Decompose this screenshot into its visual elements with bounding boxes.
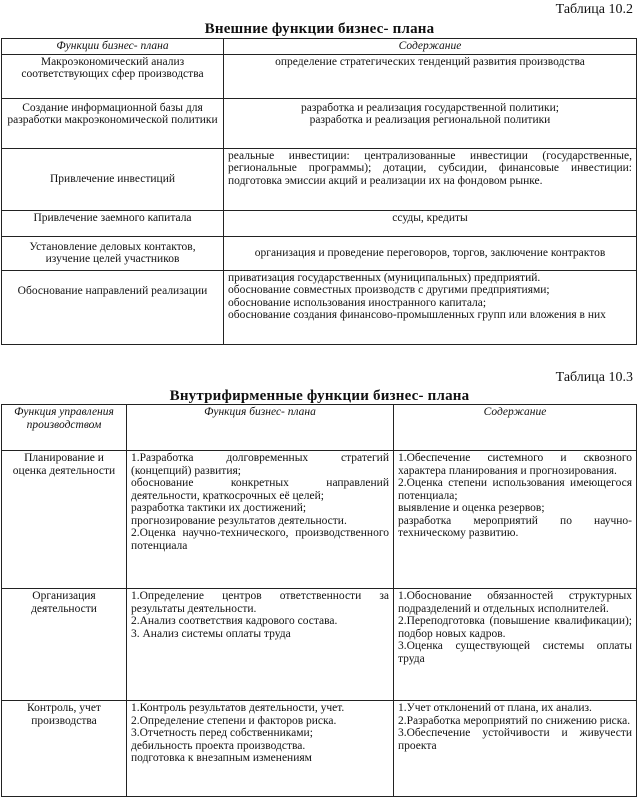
func-line: обоснование конкретных направлений деятельности, краткосрочных её целей; [131,477,389,502]
table2-header-func: Функция бизнес- плана [127,405,394,451]
table2-title: Внутрифирменные функции бизнес- плана [169,388,470,404]
func-cell [127,701,394,797]
content-cell [394,451,637,589]
mgmt-cell: Планирование и оценка деятельности [2,451,127,589]
table-row [2,54,637,98]
content-line: приватизация государственных (муниципальных) предприятий. [228,271,541,284]
content-line: 1.Обоснование обязанностей структурных подразделений и отдельных исполнителей. [398,590,632,615]
table1-number: Таблица 10.2 [555,2,633,17]
func-line: 1.Определение центров ответственности за результаты деятельности. [131,590,389,615]
content-line: 2.Разработка мероприятий по снижению риска. [398,714,631,727]
content-line: разработка и реализация государственной политики; [301,101,559,114]
table2-header-content: Содержание [394,405,637,451]
func-line: 1.Разработка долговременных стратегий (концепций) развития; [131,452,389,477]
table-row [2,589,637,701]
table2-header-row [2,405,637,451]
content-line: разработка мероприятий по научно-техническому развитию. [398,514,632,539]
func-line: 3.Отчетность перед собственниками; [131,727,313,739]
table1-header-row [2,39,637,55]
table1-header-function: Функции бизнес- плана [2,39,224,55]
content-line: обоснование создания финансово-промышленных групп или вложения в них [228,309,606,321]
content-line: 2.Оценка степени использования имеющегося потенциала; [398,477,632,502]
func-line: 3. Анализ системы оплаты труда [131,627,291,640]
table1-title: Внешние функции бизнес- плана [204,21,435,37]
content-line: выявление и оценка резервов; [398,502,545,514]
table2-header-mgmt: Функция управления производством [2,405,127,451]
content-line: обоснование использования иностранного капитала; [228,296,487,309]
content-cell: реальные инвестиции: централизованные инвестиции (государственные, региональные программы); дотации, субсидии, финансовые инвестиции: подготовка эмиссии акций и реализации их на фондовом рынке. [224,148,637,210]
func-line: подготовка к внезапным изменениям [131,752,312,764]
content-cell [224,270,637,344]
external-functions-table [1,38,637,345]
function-cell: Обоснование направлений реализации [2,270,224,344]
content-cell [224,54,637,98]
table-row [2,270,637,344]
func-cell [127,589,394,701]
table2-number: Таблица 10.3 [555,370,633,385]
content-line: разработка и реализация региональной политики [309,114,551,126]
table-row [2,451,637,589]
func-line: 2.Анализ соответствия кадрового состава. [131,615,338,627]
func-line: 1.Контроль результатов деятельности, учет. [131,702,345,714]
content-line: 2.Переподготовка (повышение квалификации); подбор новых кадров. [398,615,632,640]
content-cell [394,589,637,701]
content-line: обоснование совместных производств с другими предприятиями; [228,284,550,296]
function-cell: Привлечение заемного капитала [2,210,224,236]
mgmt-cell: Организация деятельности [2,589,127,701]
content-cell [394,701,637,797]
table-row [2,236,637,270]
content-line: определение стратегических тенденций развития производства [275,55,585,68]
func-line: 2.Оценка научно-технического, производственного потенциала [131,527,389,552]
content-line: 3.Обеспечение устойчивости и живучести проекта [398,727,632,752]
table-row [2,98,637,148]
func-line: дебильность проекта производства. [131,739,306,752]
internal-functions-table [1,404,637,797]
content-cell: ссуды, кредиты [224,210,637,236]
content-line: 3.Оценка существующей системы оплаты труда [398,640,632,665]
func-cell [127,451,394,589]
function-cell: Макроэкономический анализ соответствующих сфер производства [2,54,224,98]
content-line: 1.Учет отклонений от плана, их анализ. [398,702,592,714]
mgmt-cell: Контроль, учет производства [2,701,127,797]
table-row [2,148,637,210]
function-cell: Создание информационной базы для разработки макроэкономической политики [2,98,224,148]
function-cell: Привлечение инвестиций [2,148,224,210]
function-cell: Установление деловых контактов, изучение целей участников [2,236,224,270]
content-cell [224,98,637,148]
func-line: прогнозирование результатов деятельности. [131,514,347,527]
table-row [2,701,637,797]
func-line: 2.Определение степени и факторов риска. [131,714,337,727]
table-row [2,210,637,236]
table1-header-content: Содержание [224,39,637,55]
content-cell: организация и проведение переговоров, торгов, заключение контрактов [224,236,637,270]
content-line: 1.Обеспечение системного и сквозного характера планирования и прогнозирования. [398,452,632,477]
func-line: разработка тактики их достижений; [131,502,307,514]
